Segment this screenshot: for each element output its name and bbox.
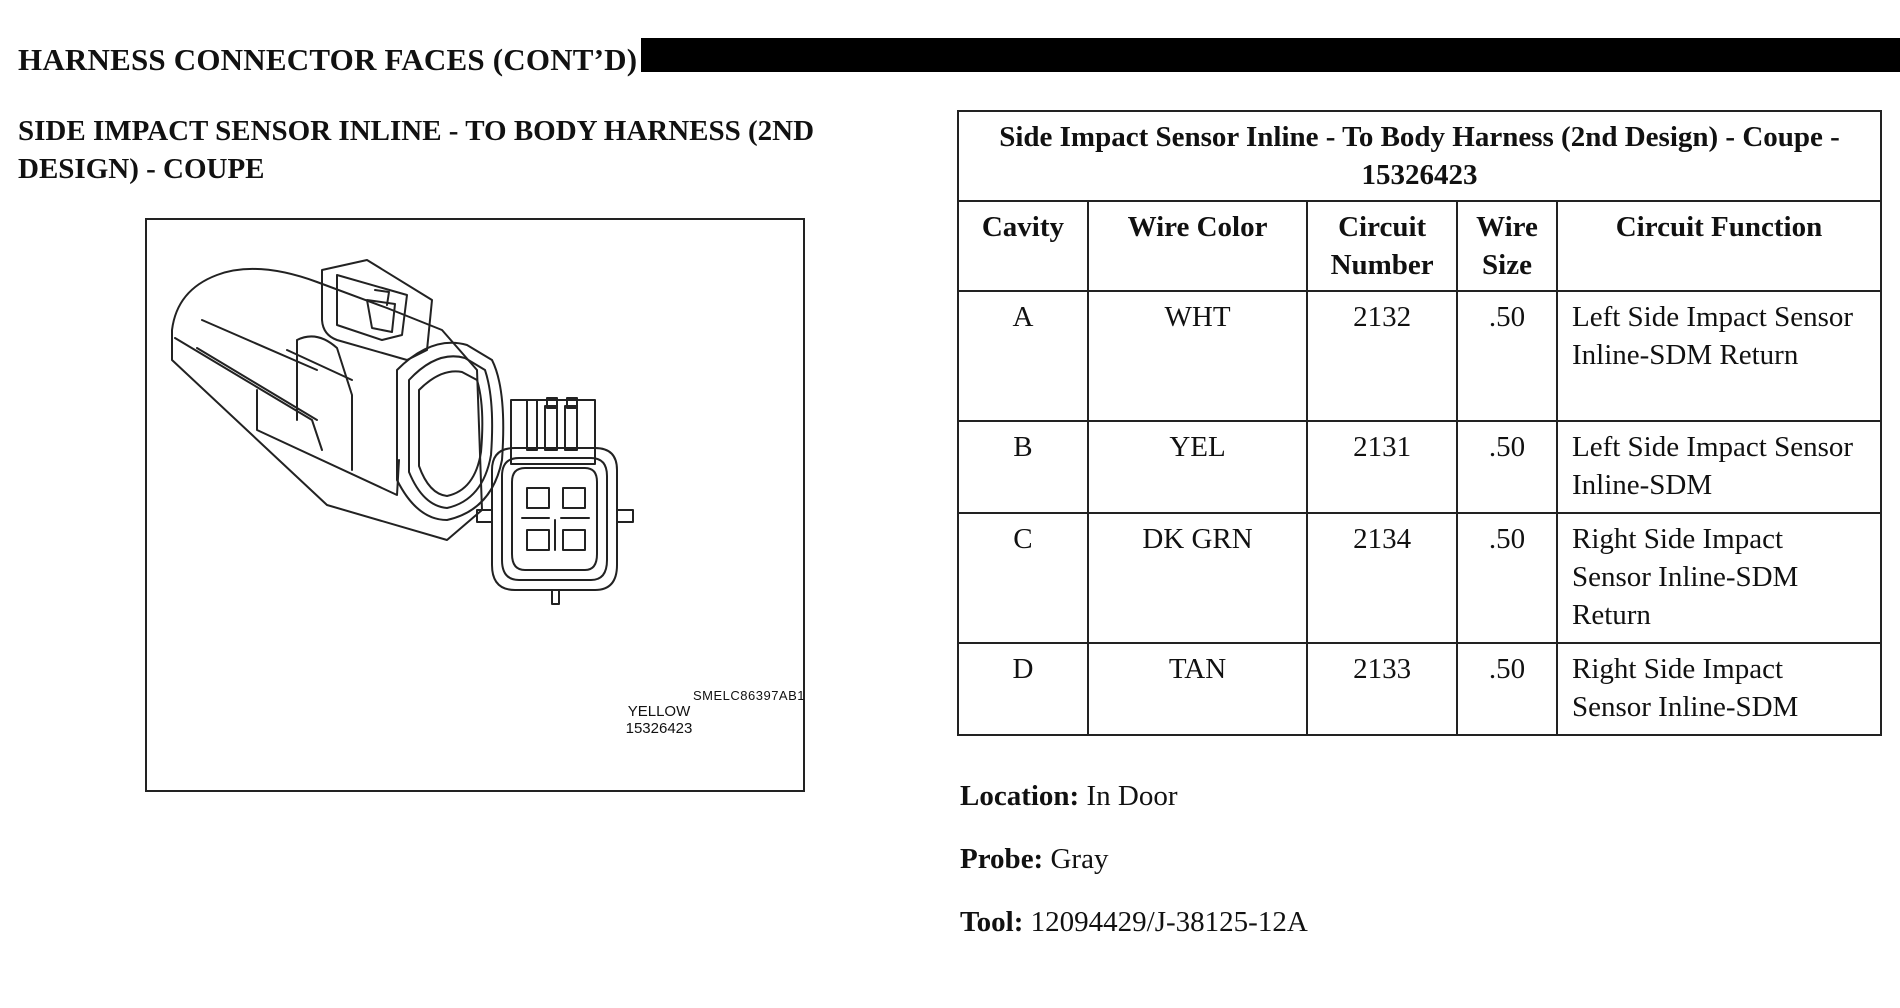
connector-front-view [477, 398, 633, 604]
table-header-row [958, 201, 1881, 291]
connector-barrel [297, 336, 352, 470]
cell-wire-size: .50 [1457, 643, 1557, 735]
cell-circuit-function: Right Side Impact Sensor Inline-SDM Return [1557, 513, 1881, 643]
cell-wire-size: .50 [1457, 291, 1557, 421]
table-row [958, 291, 1881, 421]
cell-circuit-number: 2134 [1307, 513, 1457, 643]
page-header [18, 38, 1900, 82]
connector-pinout-table [957, 110, 1882, 736]
col-header-wire-size: Wire Size [1457, 201, 1557, 291]
tool-label: Tool: [960, 906, 1024, 938]
col-header-cavity: Cavity [958, 201, 1088, 291]
header-rule [641, 38, 1900, 72]
figure-caption: SMELC86397AB1 [692, 688, 805, 703]
cell-circuit-function: Right Side Impact Sensor Inline-SDM [1557, 643, 1881, 735]
col-header-circuit-function: Circuit Function [1557, 201, 1881, 291]
connector-body-edge [175, 338, 322, 450]
cell-cavity: C [958, 513, 1088, 643]
cell-wire-color: WHT [1088, 291, 1307, 421]
table-row [958, 421, 1881, 513]
cell-circuit-number: 2133 [1307, 643, 1457, 735]
cell-wire-color: TAN [1088, 643, 1307, 735]
location-label: Location: [960, 780, 1080, 812]
connector-color: YELLOW [627, 703, 691, 720]
cell-circuit-function: Left Side Impact Sensor Inline-SDM [1557, 421, 1881, 513]
col-header-circuit-number: Circuit Number [1307, 201, 1457, 291]
section-title: SIDE IMPACT SENSOR INLINE - TO BODY HARNESS (2ND DESIGN) - COUPE [18, 115, 815, 185]
tool-value: 12094429/J-38125-12A [1030, 906, 1308, 938]
cell-wire-color: DK GRN [1088, 513, 1307, 643]
connector-illustration [145, 218, 805, 792]
cell-wire-size: .50 [1457, 513, 1557, 643]
table-row [958, 643, 1881, 735]
connector-label [584, 703, 734, 737]
cell-wire-color: YEL [1088, 421, 1307, 513]
connector-body-outline [172, 269, 482, 540]
col-header-wire-color: Wire Color [1088, 201, 1307, 291]
table-caption: Side Impact Sensor Inline - To Body Harness (2nd Design) - Coupe - 15326423 [958, 111, 1881, 201]
latch-inner [337, 275, 407, 340]
connector-lower-step [257, 390, 399, 495]
location-value: In Door [1086, 780, 1178, 812]
connector-face-seal [419, 371, 482, 496]
cell-circuit-number: 2132 [1307, 291, 1457, 421]
cell-cavity: D [958, 643, 1088, 735]
cell-circuit-function: Left Side Impact Sensor Inline-SDM Return [1557, 291, 1881, 421]
page-title: HARNESS CONNECTOR FACES (CONT’D) [18, 42, 638, 77]
cell-cavity: B [958, 421, 1088, 513]
cell-cavity: A [958, 291, 1088, 421]
probe-label: Probe: [960, 843, 1044, 875]
cell-wire-size: .50 [1457, 421, 1557, 513]
cell-circuit-number: 2131 [1307, 421, 1457, 513]
probe-value: Gray [1050, 843, 1109, 875]
probe-line [960, 843, 1108, 876]
table-row [958, 513, 1881, 643]
tool-line [960, 906, 1308, 939]
connector-part-number: 15326423 [625, 720, 693, 737]
connector-face-outer [397, 343, 503, 520]
location-line [960, 780, 1177, 813]
